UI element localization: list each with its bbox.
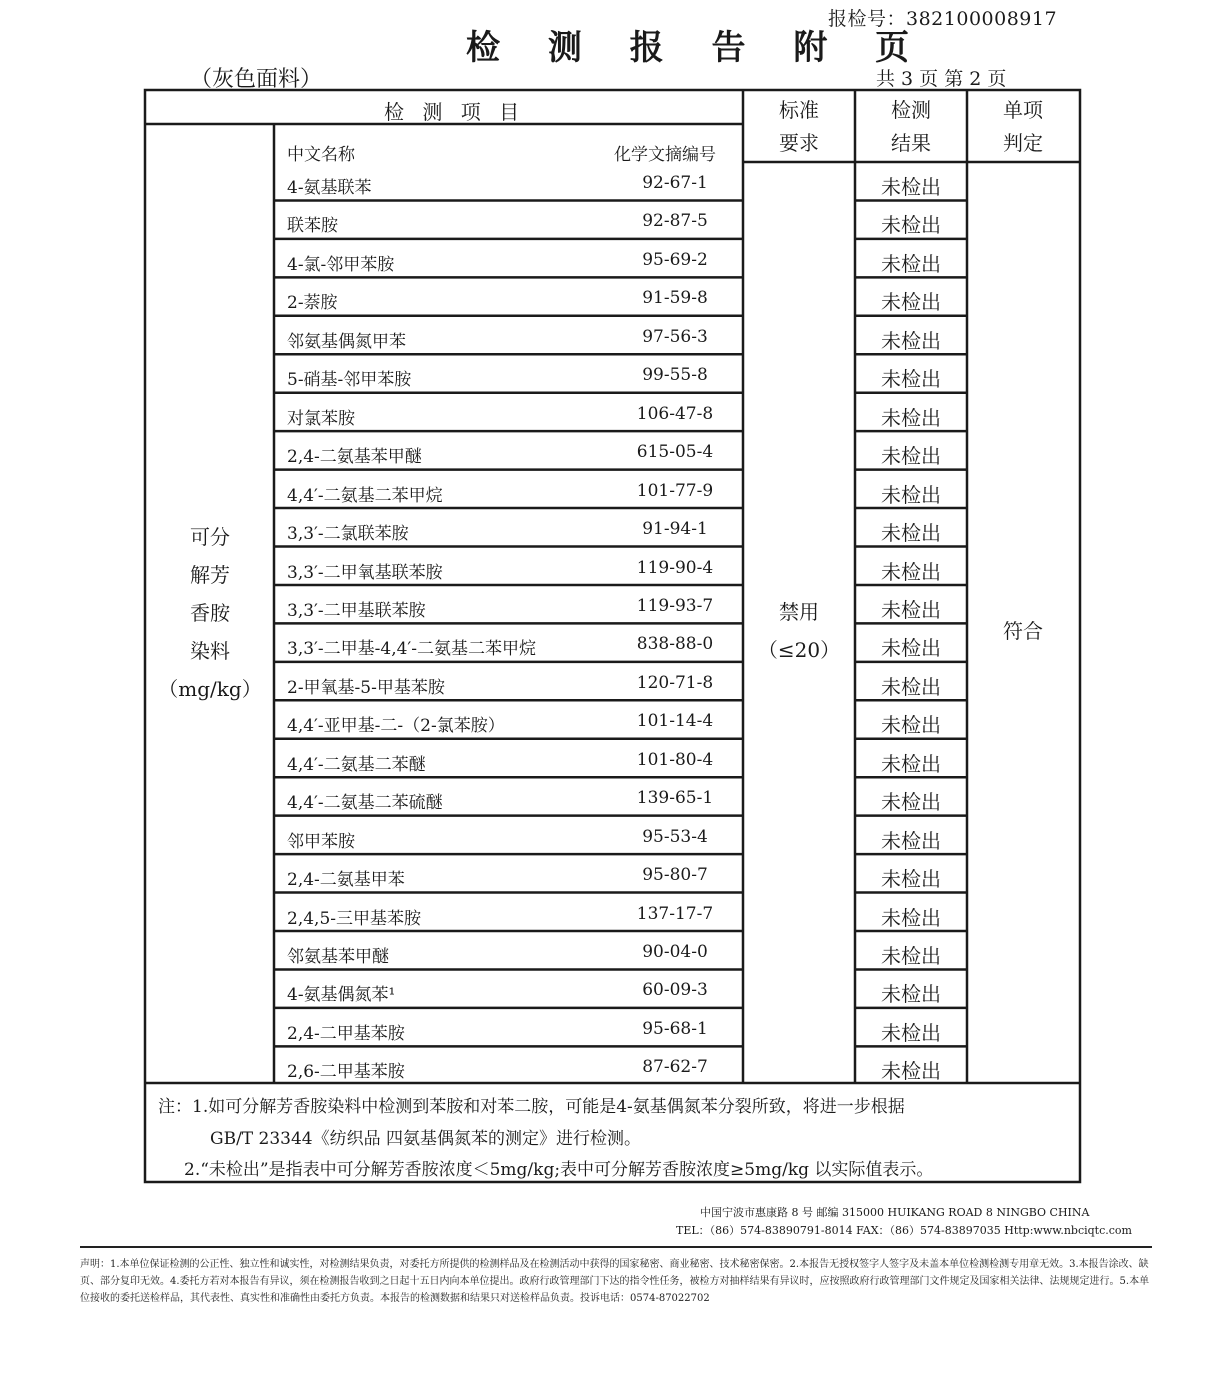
row-result: 未检出: [881, 944, 941, 968]
row-name: 3,3′-二甲基联苯胺: [287, 600, 426, 621]
row-cas: 92-87-5: [642, 211, 708, 232]
row-cas: 101-14-4: [636, 711, 714, 732]
row-result: 未检出: [881, 790, 941, 815]
row-result: 未检出: [881, 713, 941, 738]
row-name: 邻氨基苯甲醚: [287, 947, 389, 967]
row-name: 4-氨基联苯: [287, 178, 372, 198]
row-result: 未检出: [881, 1020, 941, 1045]
header-test-items: 检 测 项 目: [384, 100, 526, 124]
row-result: 未检出: [881, 444, 941, 469]
row-cas: 99-55-8: [642, 365, 708, 386]
row-cas: 91-94-1: [642, 519, 708, 540]
row-cas: 95-80-7: [642, 865, 708, 886]
row-name: 邻甲苯胺: [287, 831, 355, 852]
row-name: 2,4-二氨基苯甲醚: [287, 447, 422, 468]
category-line-2: 解芳: [190, 563, 230, 587]
footer-contact: TEL：（86）574-83890791-8014 FAX：（86）574-83897035 Http:www.nbciqtc.com: [676, 1224, 1132, 1237]
header-result-line2: 结果: [891, 131, 931, 155]
row-result: 未检出: [881, 597, 941, 622]
row-result: 未检出: [881, 867, 941, 892]
category-line-3: 香胺: [190, 601, 230, 625]
row-name: 3,3′-二甲氧基联苯胺: [287, 562, 443, 583]
row-result: 未检出: [881, 636, 941, 661]
row-cas: 95-53-4: [642, 826, 708, 847]
standard-limit: （≤20）: [757, 638, 841, 662]
header-standard-line1: 标准: [779, 98, 819, 122]
row-name: 4-氨基偶氮苯¹: [287, 985, 396, 1006]
header-judgment-line2: 判定: [1003, 131, 1043, 155]
row-result: 未检出: [881, 905, 941, 930]
category-line-4: 染料: [190, 639, 230, 663]
material-label: （灰色面料）: [190, 67, 323, 92]
row-cas: 95-69-2: [642, 249, 708, 270]
subheader-name: 中文名称: [287, 145, 355, 165]
row-result: 未检出: [881, 982, 941, 1007]
row-cas: 101-80-4: [636, 749, 714, 770]
row-cas: 615-05-4: [636, 442, 714, 463]
row-cas: 97-56-3: [642, 326, 708, 347]
row-cas: 106-47-8: [636, 403, 714, 424]
page-title: 检 测 报 告 附 页: [466, 28, 928, 68]
row-cas: 87-62-7: [642, 1057, 708, 1078]
row-name: 2-萘胺: [287, 293, 338, 314]
row-name: 2,4-二氨基甲苯: [287, 870, 405, 891]
row-name: 2,4,5-三甲基苯胺: [287, 908, 421, 929]
header-result-line1: 检测: [891, 98, 931, 122]
note-1: 注：1.如可分解芳香胺染料中检测到苯胺和对苯二胺，可能是4-氨基偶氮苯分裂所致，将进一步根据: [158, 1097, 905, 1117]
footer-address: 中国宁波市惠康路 8 号 邮编 315000 HUIKANG ROAD 8 NINGBO CHINA: [700, 1206, 1090, 1219]
row-name: 3,3′-二氯联苯胺: [287, 524, 409, 545]
row-cas: 101-77-9: [636, 480, 714, 501]
verdict: 符合: [1003, 619, 1043, 643]
row-name: 2-甲氧基-5-甲基苯胺: [287, 677, 445, 698]
row-name: 联苯胺: [287, 216, 338, 237]
row-name: 4,4′-二氨基二苯醚: [287, 754, 426, 775]
row-name: 邻氨基偶氮甲苯: [287, 331, 406, 352]
row-cas: 92-67-1: [642, 173, 708, 193]
row-result: 未检出: [881, 328, 941, 353]
row-result: 未检出: [881, 559, 941, 584]
header-judgment: [993, 94, 1053, 160]
note-2: 2.“未检出”是指表中可分解芳香胺浓度＜5mg/kg;表中可分解芳香胺浓度≥5mg/kg 以实际值表示。: [184, 1160, 934, 1180]
footer-declaration: 声明：1.本单位保证检测的公正性、独立性和诚实性，对检测结果负责，对委托方所提供的检测样品及在检测活动中获得的国家秘密、商业秘密、技术秘密保密。2.本报告无授权签字人签字及未盖本单位检测检测专用章无效。3.本报告涂改、缺页、部分复印无效。4.委托方若对本报告有异议，须在检测报告收到之日起十五日内向本单位提出。政府行政管理部门下达的指令性任务，被检方对抽样结果有异议时，应按照政府行政管理部门文件规定及国家相关法律、法规规定进行。5.本单位接收的委托送检样品，其代表性、真实性和准确性由委托方负责。本报告的检测数据和结果只对送检样品负责。投诉电话：0574-87022702: [80, 1259, 1150, 1304]
row-name: 对氯苯胺: [287, 408, 355, 429]
row-result: 未检出: [881, 367, 941, 392]
standard-requirement: 禁用: [779, 600, 819, 624]
row-result: 未检出: [881, 674, 941, 699]
row-cas: 60-09-3: [642, 980, 708, 1001]
row-cas: 119-93-7: [636, 595, 714, 616]
footer-divider: [80, 1246, 1152, 1248]
header-judgment-line1: 单项: [1003, 98, 1043, 122]
row-result: 未检出: [881, 828, 941, 853]
row-name: 3,3′-二甲基-4,4′-二氨基二苯甲烷: [287, 639, 537, 660]
header-standard: [769, 94, 829, 160]
subheader-cas: 化学文摘编号: [614, 145, 716, 165]
row-result: 未检出: [881, 290, 941, 315]
row-name: 2,4-二甲基苯胺: [287, 1023, 405, 1044]
row-result: 未检出: [881, 482, 941, 507]
category-unit: （mg/kg）: [158, 677, 262, 701]
page-info: 共 3 页 第 2 页: [876, 68, 1007, 90]
row-cas: 95-68-1: [642, 1018, 708, 1039]
row-cas: 91-59-8: [642, 288, 708, 309]
row-name: 5-硝基-邻甲苯胺: [287, 370, 412, 391]
row-result: 未检出: [881, 213, 941, 238]
category-line-1: 可分: [190, 525, 230, 549]
report-number: 报检号：382100008917: [828, 8, 1058, 30]
row-cas: 137-17-7: [636, 903, 714, 924]
row-cas: 120-71-8: [636, 672, 714, 693]
row-cas: 90-04-0: [642, 942, 708, 962]
row-result: 未检出: [881, 751, 941, 776]
header-result: [881, 94, 941, 160]
row-cas: 119-90-4: [636, 557, 714, 578]
row-name: 4,4′-二氨基二苯硫醚: [287, 793, 443, 814]
row-name: 2,6-二甲基苯胺: [287, 1062, 405, 1083]
row-cas: 838-88-0: [636, 634, 714, 655]
row-name: 4,4′-二氨基二苯甲烷: [287, 485, 443, 506]
row-result: 未检出: [881, 405, 941, 430]
row-result: 未检出: [881, 521, 941, 546]
header-standard-line2: 要求: [779, 131, 819, 155]
row-name: 4,4′-亚甲基-二-（2-氯苯胺）: [287, 716, 505, 737]
row-name: 4-氯-邻甲苯胺: [287, 254, 395, 275]
note-1-continued: GB/T 23344《纺织品 四氨基偶氮苯的测定》进行检测。: [210, 1129, 642, 1149]
row-cas: 139-65-1: [636, 788, 714, 809]
row-result: 未检出: [881, 251, 941, 276]
row-result: 未检出: [881, 1059, 941, 1084]
row-result: 未检出: [881, 175, 941, 199]
